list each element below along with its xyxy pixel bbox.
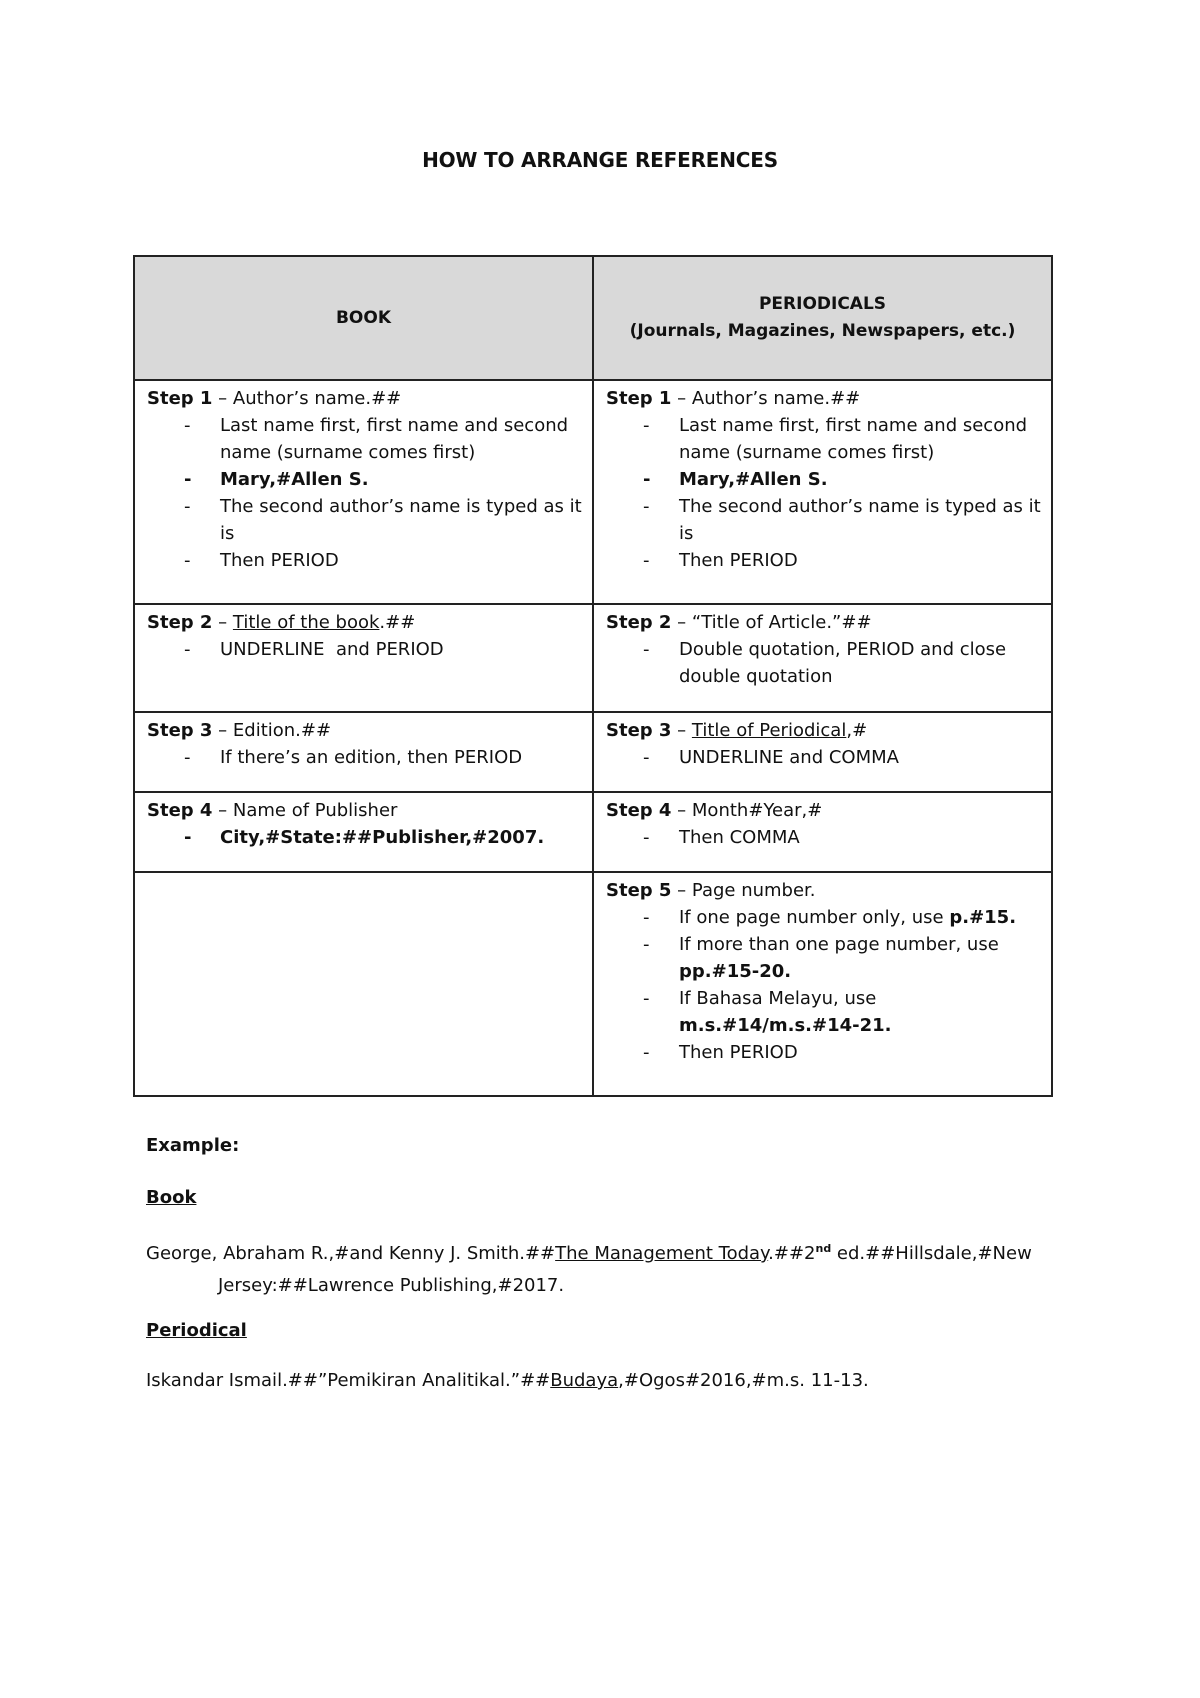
list-item: - If there’s an edition, then PERIOD — [184, 744, 582, 771]
table-row — [134, 792, 1052, 872]
step-label: Step 1 — [147, 388, 213, 409]
example-book-reference — [146, 1238, 1046, 1302]
step-label: Step 2 — [147, 612, 213, 633]
step-heading — [606, 717, 1041, 744]
list-item-bold: pp.#15-20. — [679, 961, 792, 982]
book-header-label: BOOK — [335, 307, 392, 328]
book-step2-cell — [134, 604, 593, 712]
list-item: - Last name first, first name and second name (surname comes first) — [643, 412, 1041, 466]
step-list — [606, 744, 1041, 771]
book-empty-cell — [134, 872, 593, 1096]
step-label: Step 3 — [606, 720, 672, 741]
example-periodical-reference — [146, 1370, 869, 1391]
underlined-title: Title of the book — [232, 612, 380, 633]
step-heading — [606, 877, 1041, 904]
reference-title: Budaya — [550, 1370, 619, 1391]
list-item-text: If more than one page number, use — [679, 934, 999, 955]
step-list — [147, 744, 582, 771]
list-item-text: If one page number only, use — [679, 907, 950, 928]
example-book-label: Book — [146, 1187, 197, 1208]
reference-text: .##2 — [768, 1243, 816, 1264]
periodicals-step2-cell — [593, 604, 1052, 712]
list-item: - Last name first, first name and second name (surname comes first) — [184, 412, 582, 466]
periodicals-step3-cell — [593, 712, 1052, 792]
step-label: Step 1 — [606, 388, 672, 409]
periodicals-header-label: PERIODICALS — [758, 294, 887, 314]
book-step4-cell — [134, 792, 593, 872]
reference-text-line2: Jersey:##Lawrence Publishing,#2017. — [218, 1275, 565, 1296]
list-item: - UNDERLINE and PERIOD — [184, 636, 582, 663]
step-heading — [606, 385, 1041, 412]
step-label: Step 4 — [147, 800, 213, 821]
periodicals-step5-cell — [593, 872, 1052, 1096]
list-item: - The second author’s name is typed as it is — [643, 493, 1041, 547]
list-item-text: If Bahasa Melayu, use — [679, 988, 877, 1009]
list-item — [643, 904, 1041, 931]
reference-text: George, Abraham R.,#and Kenny J. Smith.## — [146, 1243, 556, 1264]
step-label: Step 4 — [606, 800, 672, 821]
list-item: - Then PERIOD — [643, 1039, 1041, 1066]
book-step3-cell — [134, 712, 593, 792]
list-item — [643, 931, 1041, 985]
step-dash: – — [671, 720, 692, 741]
step-label: Step 2 — [606, 612, 672, 633]
list-item: - Double quotation, PERIOD and close double quotation — [643, 636, 1041, 690]
step-text: – Author’s name.## — [671, 388, 861, 409]
list-item — [643, 985, 1041, 1039]
reference-text: Iskandar Ismail.##”Pemikiran Analitikal.”## — [146, 1370, 551, 1391]
list-item: - Then PERIOD — [184, 547, 582, 574]
table-row — [134, 380, 1052, 604]
step-heading — [147, 797, 582, 824]
step-text: – “Title of Article.”## — [671, 612, 872, 633]
step-list — [606, 824, 1041, 851]
list-item-bold: p.#15. — [949, 907, 1017, 928]
step-heading — [606, 797, 1041, 824]
step-label: Step 3 — [147, 720, 213, 741]
references-table — [133, 255, 1053, 1097]
step-list — [147, 412, 582, 574]
step-list — [606, 636, 1041, 690]
step-text: – Name of Publisher — [212, 800, 398, 821]
step-text: – Page number. — [671, 880, 816, 901]
step-text: – Edition.## — [212, 720, 332, 741]
reference-text: ed.##Hillsdale,#New — [831, 1243, 1032, 1264]
list-item: - Then COMMA — [643, 824, 1041, 851]
periodicals-header — [593, 256, 1052, 380]
step-list — [606, 904, 1041, 1066]
step-heading — [147, 385, 582, 412]
book-header — [134, 256, 593, 380]
list-item: - Mary,#Allen S. — [643, 466, 1041, 493]
reference-title: The Management Today — [555, 1243, 769, 1264]
step-list — [147, 636, 582, 663]
example-label: Example: — [146, 1135, 240, 1156]
book-step1-cell — [134, 380, 593, 604]
list-item: - Mary,#Allen S. — [184, 466, 582, 493]
step-list — [606, 412, 1041, 574]
example-periodical-label: Periodical — [146, 1320, 247, 1341]
page-title: HOW TO ARRANGE REFERENCES — [422, 148, 778, 172]
reference-text: ,#Ogos#2016,#m.s. 11-13. — [618, 1370, 869, 1391]
step-label: Step 5 — [606, 880, 672, 901]
step-text: – Month#Year,# — [671, 800, 823, 821]
table-row — [134, 604, 1052, 712]
list-item-bold: m.s.#14/m.s.#14-21. — [679, 1015, 892, 1036]
step-list — [147, 824, 582, 851]
periodicals-header-subtitle: (Journals, Magazines, Newspapers, etc.) — [629, 321, 1016, 341]
underlined-title: Title of Periodical — [691, 720, 847, 741]
list-item: - City,#State:##Publisher,#2007. — [184, 824, 582, 851]
list-item: - UNDERLINE and COMMA — [643, 744, 1041, 771]
step-heading — [147, 717, 582, 744]
list-item: - The second author’s name is typed as it is — [184, 493, 582, 547]
table-row — [134, 712, 1052, 792]
step-text: – Author’s name.## — [212, 388, 402, 409]
reference-superscript: nd — [815, 1242, 832, 1255]
table-header-row — [134, 256, 1052, 380]
periodicals-step4-cell — [593, 792, 1052, 872]
step-suffix: .## — [379, 612, 416, 633]
step-suffix: ,# — [846, 720, 868, 741]
step-heading — [606, 609, 1041, 636]
step-dash: – — [212, 612, 233, 633]
list-item: - Then PERIOD — [643, 547, 1041, 574]
periodicals-step1-cell — [593, 380, 1052, 604]
step-heading — [147, 609, 582, 636]
table-row — [134, 872, 1052, 1096]
